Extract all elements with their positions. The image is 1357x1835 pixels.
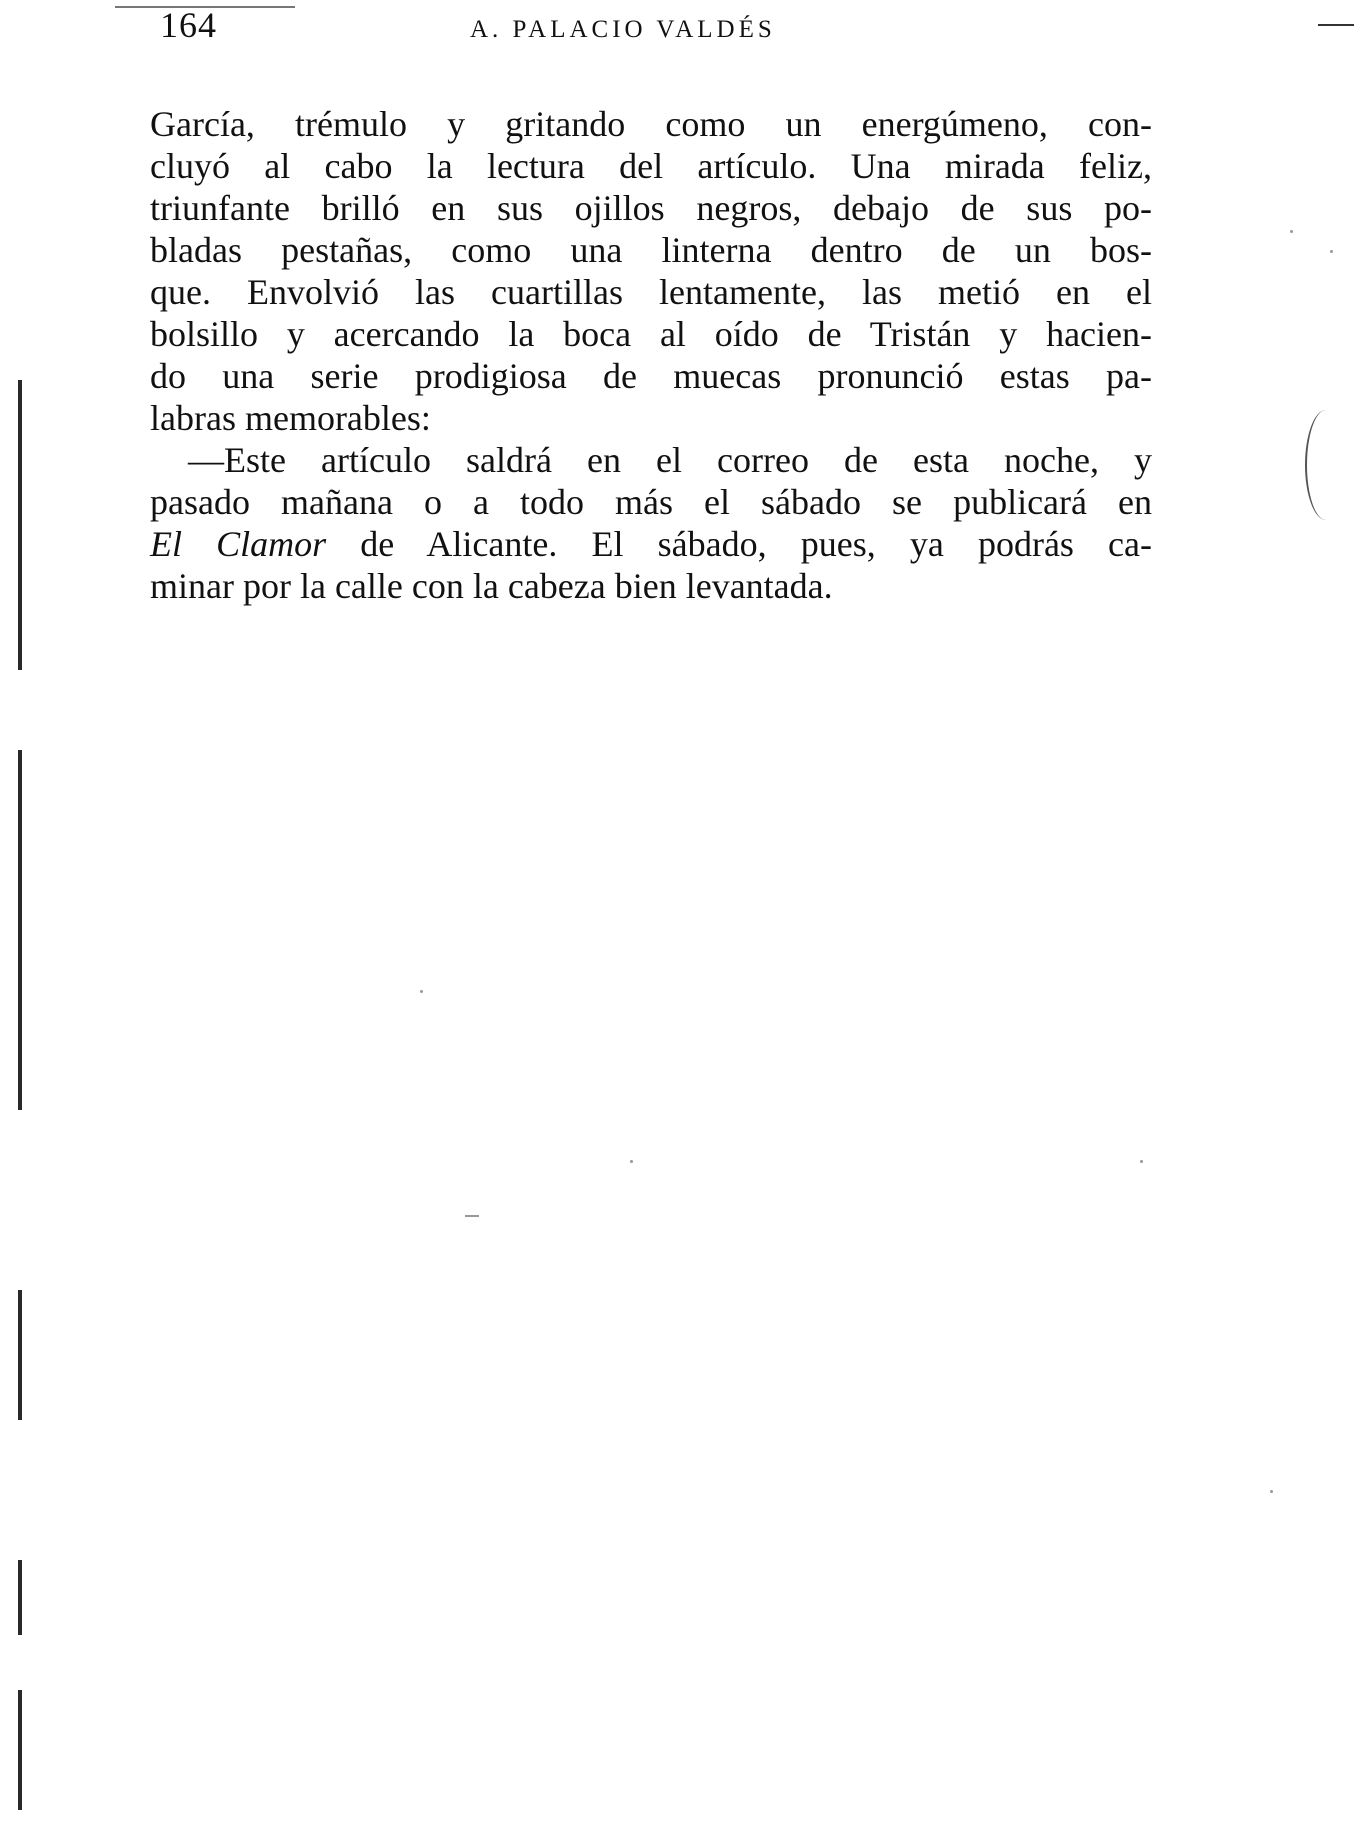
scan-edge-mark bbox=[18, 1560, 22, 1635]
text-fragment: de Alicante. El sábado, pues, ya podrás ca- bbox=[326, 524, 1153, 564]
margin-mark bbox=[1318, 24, 1354, 26]
text-line: que. Envolvió las cuartillas lentamente, las metió en el bbox=[150, 272, 1152, 312]
text-line: bolsillo y acercando la boca al oído de Tristán y hacien- bbox=[150, 314, 1152, 354]
scan-edge-mark bbox=[18, 750, 22, 1110]
scan-speck bbox=[1290, 230, 1293, 233]
text-line: do una serie prodigiosa de muecas pronunció estas pa- bbox=[150, 356, 1152, 396]
scan-margin-arc bbox=[1305, 410, 1347, 520]
text-line: —Este artículo saldrá en el correo de esta noche, y bbox=[188, 440, 1152, 480]
scan-edge-mark bbox=[18, 1690, 22, 1810]
scan-edge-mark bbox=[18, 1290, 22, 1420]
body-text bbox=[150, 103, 1152, 607]
running-head: A. PALACIO VALDÉS bbox=[470, 16, 776, 43]
scan-speck bbox=[1140, 1160, 1143, 1163]
text-line: bladas pestañas, como una linterna dentro de un bos- bbox=[150, 230, 1152, 270]
text-line: García, trémulo y gritando como un energúmeno, con- bbox=[150, 104, 1152, 144]
scan-speck bbox=[1330, 250, 1333, 253]
scan-speck bbox=[465, 1215, 479, 1217]
scan-speck bbox=[1270, 1490, 1273, 1493]
page-number: 164 bbox=[160, 5, 217, 45]
text-line: pasado mañana o a todo más el sábado se publicará en bbox=[150, 482, 1152, 522]
newspaper-title: El Clamor bbox=[150, 524, 327, 564]
text-line: cluyó al cabo la lectura del artículo. Una mirada feliz, bbox=[150, 146, 1152, 186]
scan-edge-mark bbox=[18, 380, 22, 670]
text-line-with-title bbox=[150, 523, 1152, 565]
scan-speck bbox=[420, 990, 423, 993]
scan-speck bbox=[630, 1160, 633, 1163]
text-line: labras memorables: bbox=[150, 398, 431, 438]
text-line: triunfante brilló en sus ojillos negros, debajo de sus po- bbox=[150, 188, 1152, 228]
text-line: minar por la calle con la cabeza bien levantada. bbox=[150, 566, 833, 606]
